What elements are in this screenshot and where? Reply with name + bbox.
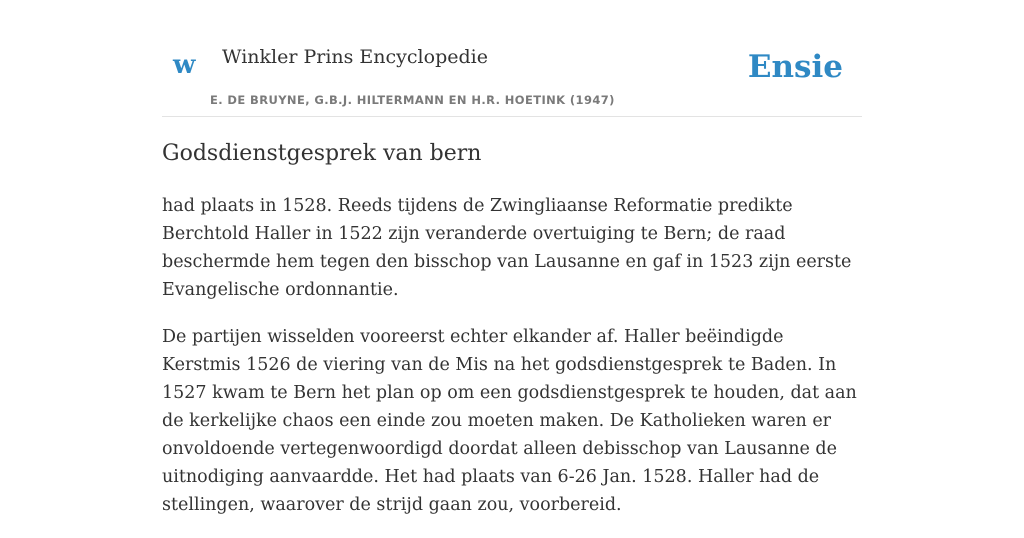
publication-title[interactable]: Winkler Prins Encyclopedie [222, 46, 488, 68]
ensie-logo[interactable]: Ensie [747, 49, 843, 85]
publication-logo[interactable]: w [173, 50, 196, 80]
article-paragraph: had plaats in 1528. Reeds tijdens de Zwingliaanse Reformatie predikte Berchtold Haller in 1522 zijn veranderde overtuiging te Bern; de raad beschermde hem tegen den bisschop van Lausanne en gaf in 1523 zijn eerste Evangelische ordonnantie. [162, 196, 852, 300]
page-container [162, 0, 862, 515]
publication-authors: E. DE BRUYNE, G.B.J. HILTERMANN EN H.R. HOETINK (1947) [210, 93, 615, 107]
header [162, 0, 862, 117]
article-title: Godsdienstgesprek van bern [162, 141, 482, 166]
article-paragraph: De partijen wisselden vooreerst echter elkander af. Haller beëindigde Kerstmis 1526 de viering van de Mis na het godsdienstgesprek te Baden. In 1527 kwam te Bern het plan op om een godsdienstgesprek te houden, dat aan de kerkelijke chaos een einde zou moeten maken. De Katholieken waren er onvoldoende vertegenwoordigd doordat alleen debisschop van Lausanne de uitnodiging aanvaardde. Het had plaats van 6-26 Jan. 1528. Haller had de stellingen, waarover de strijd gaan zou, voorbereid. [162, 327, 857, 515]
article-body [162, 192, 862, 538]
